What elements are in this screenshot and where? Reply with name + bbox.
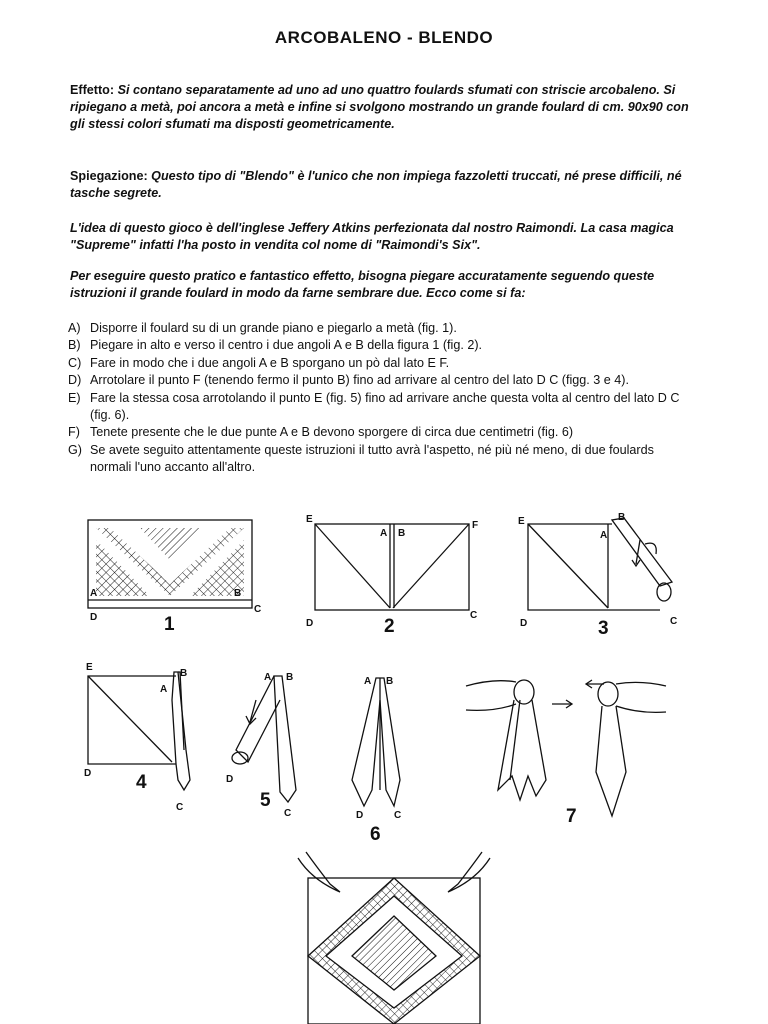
effetto-lead: Effetto: bbox=[70, 83, 115, 97]
step-text: Tenete presente che le due punte A e B devono sporgere di circa due centimetri (fig. 6) bbox=[90, 425, 574, 440]
point-c-label: C bbox=[176, 802, 184, 813]
figure-number: 1 bbox=[164, 614, 175, 635]
point-d-label: D bbox=[520, 618, 528, 629]
figure-2 bbox=[306, 514, 478, 637]
step-item bbox=[68, 442, 692, 477]
step-text: Fare in modo che i due angoli A e B sporgano un pò dal lato E F. bbox=[90, 355, 450, 370]
figure-3 bbox=[518, 512, 677, 639]
spiegazione-lead: Spiegazione: bbox=[70, 169, 148, 183]
point-a-label: A bbox=[364, 676, 372, 687]
step-text: Fare la stessa cosa arrotolando il punto E (fig. 5) fino ad arrivare anche questa volta al centro del lato D C (fig. 6). bbox=[90, 390, 680, 423]
figure-number: 3 bbox=[598, 618, 609, 639]
point-b-label: B bbox=[618, 512, 626, 523]
page-title: ARCOBALENO - BLENDO bbox=[274, 28, 494, 47]
step-text: Piegare in alto e verso il centro i due angoli A e B della figura 1 (fig. 2). bbox=[90, 338, 483, 353]
point-d-label: D bbox=[84, 768, 92, 779]
figure-number: 2 bbox=[384, 616, 395, 637]
step-item bbox=[68, 337, 692, 354]
figure-6 bbox=[352, 676, 401, 845]
point-e-label: E bbox=[306, 514, 313, 525]
step-key: A) bbox=[68, 321, 81, 335]
step-item bbox=[68, 320, 692, 337]
point-b-label: B bbox=[234, 588, 242, 599]
point-f-label: F bbox=[472, 520, 479, 531]
idea-paragraph: L'idea di questo gioco è dell'inglese Jeffery Atkins perfezionata dal nostro Raimondi. La casa magica "Supreme" infatti l'ha posto in vendita col nome di "Raimondi's Six". bbox=[70, 221, 674, 252]
step-item bbox=[68, 372, 692, 389]
figure-number: 5 bbox=[260, 790, 271, 811]
point-d-label: D bbox=[306, 618, 314, 629]
point-c-label: C bbox=[394, 810, 402, 821]
point-e-label: E bbox=[518, 516, 525, 527]
step-item bbox=[68, 355, 692, 372]
step-item bbox=[68, 390, 692, 425]
step-key: D) bbox=[68, 373, 82, 388]
figure-number: 6 bbox=[370, 824, 381, 845]
point-a-label: A bbox=[160, 684, 168, 695]
point-a-label: A bbox=[90, 588, 98, 599]
steps-list bbox=[68, 320, 692, 477]
intro-paragraph: Per eseguire questo pratico e fantastico effetto, bisogna piegare accuratamente seguendo queste istruzioni il grande foulard in modo da farne sembrare due. Ecco come si fa: bbox=[70, 269, 655, 300]
effetto-paragraph bbox=[70, 82, 690, 133]
point-b-label: B bbox=[286, 672, 294, 683]
point-d-label: D bbox=[90, 612, 98, 623]
figure-number: 7 bbox=[566, 806, 577, 827]
final-foulard-figure bbox=[298, 852, 490, 1024]
point-b-label: B bbox=[386, 676, 394, 687]
step-text: Arrotolare il punto F (tenendo fermo il punto B) fino ad arrivare al centro del lato D C (figg. 3 e 4). bbox=[90, 373, 629, 388]
point-c-label: C bbox=[670, 616, 678, 627]
step-text: Se avete seguito attentamente queste istruzioni il tutto avrà l'aspetto, né più né meno, di due foulards normali l'uno accanto all'altro. bbox=[90, 442, 654, 475]
step-key: F) bbox=[68, 425, 80, 440]
figure-5 bbox=[226, 672, 296, 819]
point-c-label: C bbox=[254, 604, 262, 615]
spiegazione-text: Questo tipo di "Blendo" è l'unico che non impiega fazzoletti truccati, né prese difficili, né tasche segrete. bbox=[70, 169, 682, 200]
point-c-label: C bbox=[284, 808, 292, 819]
point-c-label: C bbox=[470, 610, 478, 621]
point-d-label: D bbox=[226, 774, 234, 785]
step-item bbox=[68, 424, 692, 441]
figure-7 bbox=[466, 680, 666, 827]
step-key: E) bbox=[68, 390, 81, 405]
figure-number: 4 bbox=[136, 772, 147, 793]
point-d-label: D bbox=[356, 810, 364, 821]
point-e-label: E bbox=[86, 662, 93, 673]
point-a-label: A bbox=[600, 530, 608, 541]
point-a-label: A bbox=[380, 528, 388, 539]
step-key: B) bbox=[68, 338, 81, 353]
point-b-label: B bbox=[398, 528, 406, 539]
step-key: C) bbox=[68, 355, 82, 370]
spiegazione-paragraph bbox=[70, 168, 690, 202]
effetto-text: Si contano separatamente ad uno ad uno quattro foulards sfumati con striscie arcobaleno. Si ripiegano a metà, poi ancora a metà e infine si svolgono mostrando un grande foulard di cm. 90x90 con gli stessi colori sfumati ma disposti geometricamente. bbox=[70, 83, 689, 131]
step-text: Disporre il foulard su di un grande piano e piegarlo a metà (fig. 1). bbox=[90, 321, 457, 335]
point-a-label: A bbox=[264, 672, 272, 683]
point-b-label: B bbox=[180, 668, 188, 679]
folding-illustrations bbox=[0, 500, 768, 1024]
step-key: G) bbox=[68, 442, 82, 457]
figure-1 bbox=[88, 520, 261, 635]
figure-4 bbox=[84, 662, 190, 813]
